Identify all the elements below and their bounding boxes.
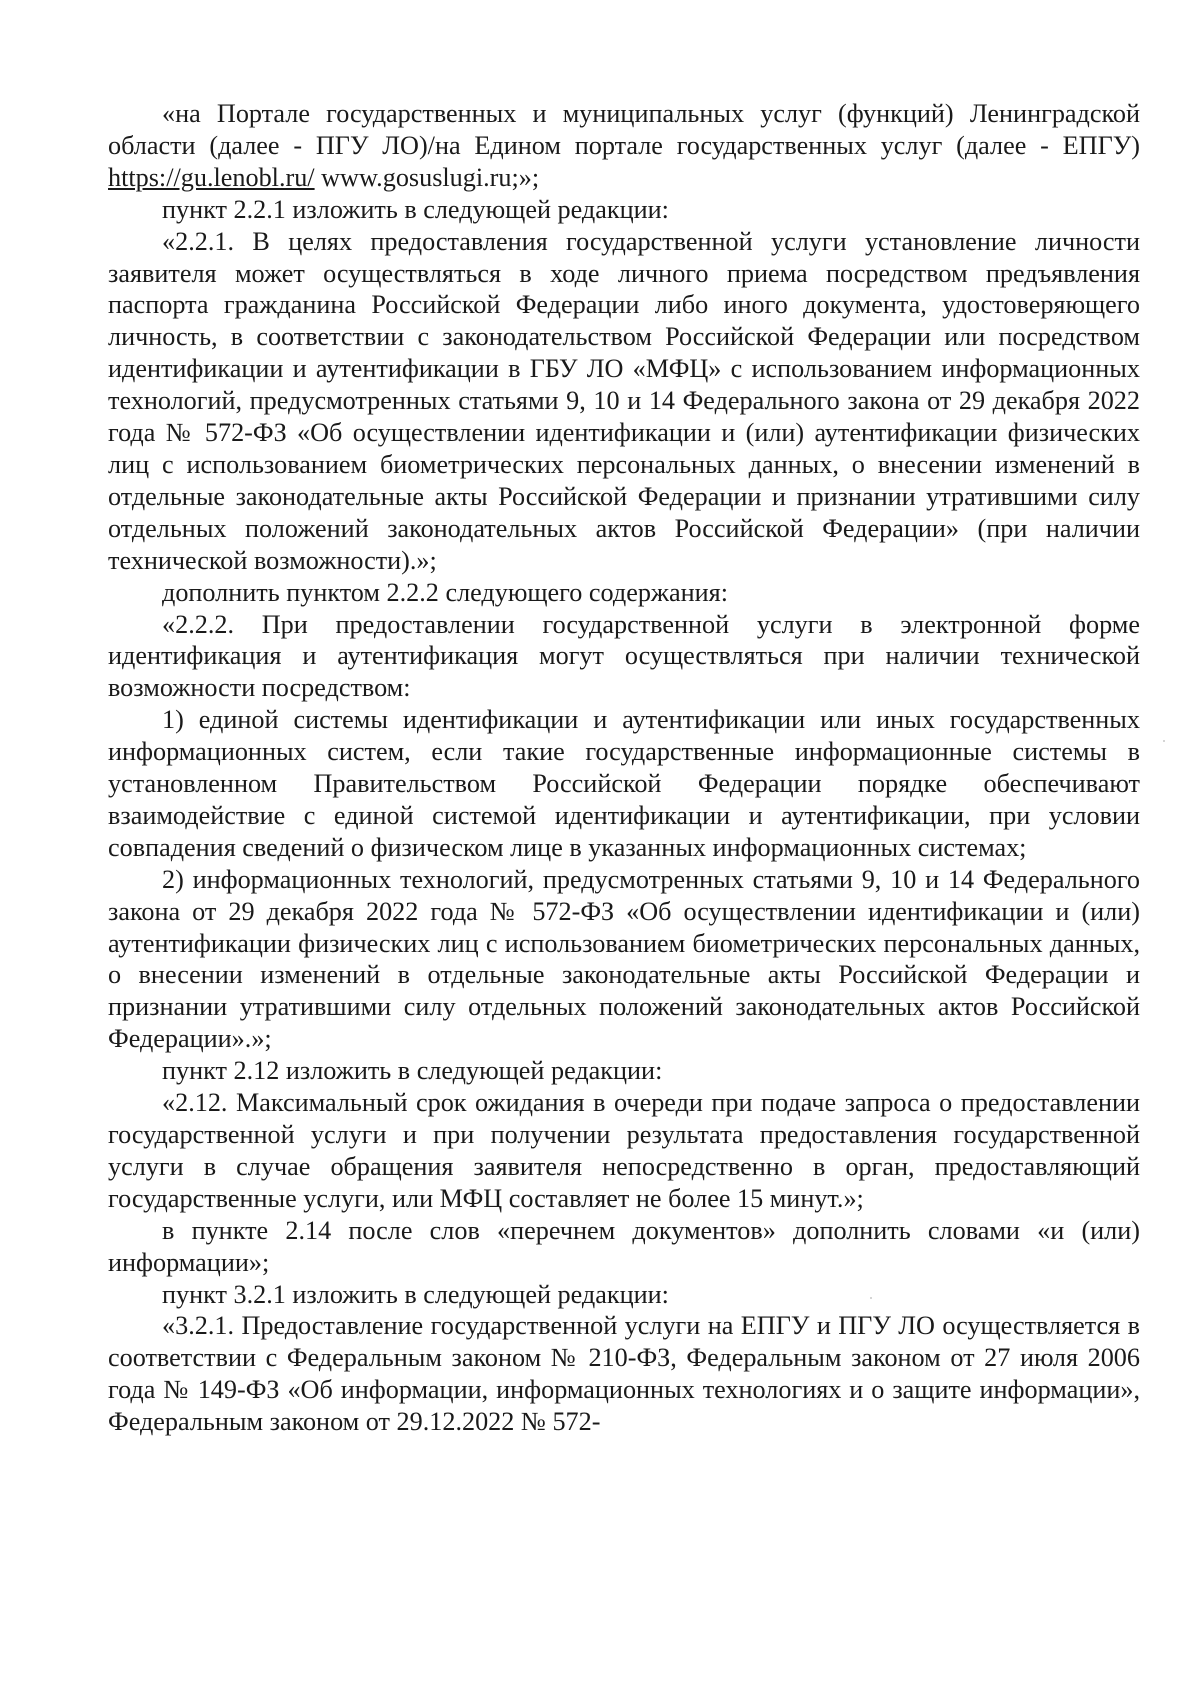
paragraph-instruction-2-2-1: пункт 2.2.1 изложить в следующей редакции: bbox=[162, 194, 669, 224]
list-item-1: 1) единой системы идентификации и аутентификации или иных государственных информационных систем, если такие государственные информационные системы в установленном Правительством Российской Федерации порядке обеспечивают взаимодействие с единой системой идентификации и аутентификации, при условии совпадения сведений о физическом лице в указанных информационных системах; bbox=[108, 705, 1140, 862]
paragraph-instruction-2-14: в пункте 2.14 после слов «перечнем документов» дополнить словами «и (или) информации»; bbox=[108, 1215, 1140, 1277]
scan-speck bbox=[1163, 740, 1165, 742]
portal-link[interactable]: https://gu.lenobl.ru/ bbox=[108, 162, 315, 192]
list-item-2: 2) информационных технологий, предусмотренных статьями 9, 10 и 14 Федерального закона от 29 декабря 2022 года № 572-ФЗ «Об осуществлении идентификации и (или) аутентификации физических лиц с использованием биометрических персональных данных, о внесении изменений в отдельные законодательные акты Российской Федерации и признании утратившими силу отдельных положений законодательных актов Российской Федерации».»; bbox=[108, 864, 1140, 1054]
paragraph-instruction-2-12: пункт 2.12 изложить в следующей редакции: bbox=[162, 1056, 663, 1086]
paragraph-clause-2-12: «2.12. Максимальный срок ожидания в очереди при подаче запроса о предоставлении государственной услуги и при получении результата предоставления государственной услуги в случае обращения заявителя непосредственно в орган, предоставляющий государственные услуги, или МФЦ составляет не более 15 минут.»; bbox=[108, 1088, 1140, 1213]
paragraph-clause-2-2-1: «2.2.1. В целях предоставления государственной услуги установление личности заявителя может осуществляться в ходе личного приема посредством предъявления паспорта гражданина Российской Федерации либо иного документа, удостоверяющего личность, в соответствии с законодательством Российской Федерации или посредством идентификации и аутентификации в ГБУ ЛО «МФЦ» с использованием информационных технологий, предусмотренных статьями 9, 10 и 14 Федерального закона от 29 декабря 2022 года № 572-ФЗ «Об осуществлении идентификации и (или) аутентификации физических лиц с использованием биометрических персональных данных, о внесении изменений в отдельные законодательные акты Российской Федерации и признании утратившими силу отдельных положений законодательных актов Российской Федерации» (при наличии технической возможности).»; bbox=[108, 226, 1140, 575]
paragraph-clause-3-2-1: «3.2.1. Предоставление государственной услуги на ЕПГУ и ПГУ ЛО осуществляется в соответствии с Федеральным законом № 210-ФЗ, Федеральным законом от 27 июля 2006 года № 149-ФЗ «Об информации, информационных технологиях и о защите информации», Федеральным законом от 29.12.2022 № 572- bbox=[108, 1311, 1140, 1437]
paragraph-portal-text-end: www.gosuslugi.ru;»; bbox=[314, 162, 540, 192]
paragraph-portal-text: «на Портале государственных и муниципальных услуг (функций) Ленинградской области (далее - ПГУ ЛО)/на Едином портале государственных услуг (далее - ЕПГУ) bbox=[108, 99, 1140, 160]
paragraph-clause-2-2-2: «2.2.2. При предоставлении государственной услуги в электронной форме идентификация и аутентификация могут осуществляться при наличии технической возможности посредством: bbox=[108, 609, 1140, 703]
paragraph-instruction-3-2-1: пункт 3.2.1 изложить в следующей редакции: bbox=[162, 1279, 669, 1309]
scan-speck bbox=[870, 1297, 872, 1299]
paragraph-instruction-2-2-2: дополнить пунктом 2.2.2 следующего содержания: bbox=[162, 577, 728, 607]
document-body bbox=[108, 98, 1140, 1438]
paragraph-portal-definition bbox=[108, 98, 1140, 194]
